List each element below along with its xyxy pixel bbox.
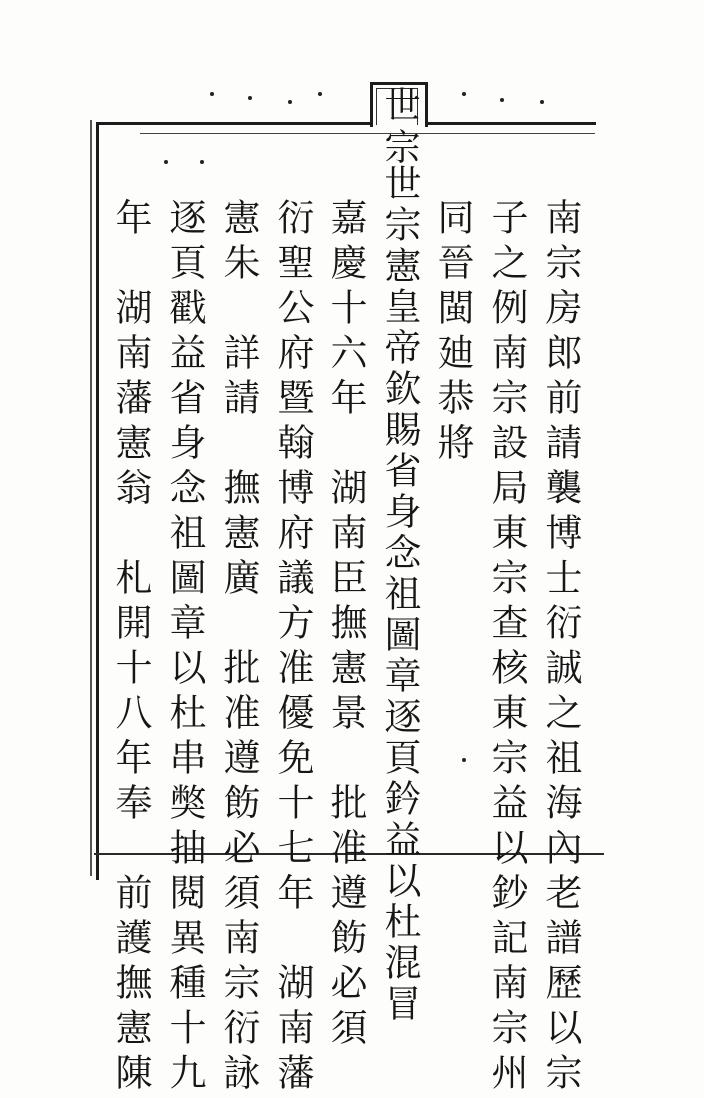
header-tab-text: 世宗 (379, 86, 420, 170)
ink-dot (462, 92, 466, 96)
ink-dot (164, 160, 168, 164)
ink-dot (248, 96, 252, 100)
frame-inner-line (140, 133, 595, 134)
text-column-2: 子之例南宗設局東宗查核東宗益以鈔記南宗州 (485, 198, 528, 1098)
ink-dot (462, 758, 466, 762)
text-column-7: 憲朱 詳請 撫憲廣 批准遵飭必須南宗衍詠 (217, 198, 260, 1098)
text-column-3: 同晉閩廸恭將 (431, 198, 474, 468)
frame-left-border (96, 124, 99, 880)
frame-top-border-left (96, 122, 374, 125)
text-column-5: 嘉慶十六年 湖南臣撫憲景 批准遵飭必須 (324, 198, 367, 1053)
text-column-9: 年 湖南藩憲翁 札開十八年奉 前護撫憲陳 (109, 198, 152, 1098)
text-column-1: 南宗房郎前請襲博士衍誠之祖海內老譜歷以宗 (539, 198, 582, 1098)
ink-dot (318, 92, 322, 96)
ink-dot (200, 160, 204, 164)
text-column-6: 衍聖公府暨翰博府議方准優免十七年 湖南藩 (271, 198, 314, 1098)
ink-dot (540, 100, 544, 104)
text-column-4: 世宗憲皇帝欽賜省身念祖圖章逐頁鈐益以杜混冒 (378, 164, 421, 1025)
text-column-8: 逐頁戳益省身念祖圖章以杜串獘抽閱異種十九 (163, 198, 206, 1098)
ink-dot (288, 100, 292, 104)
ink-dot (210, 92, 214, 96)
ink-dot (500, 98, 504, 102)
frame-outer-line (90, 120, 92, 876)
frame-top-border-right (424, 122, 596, 125)
